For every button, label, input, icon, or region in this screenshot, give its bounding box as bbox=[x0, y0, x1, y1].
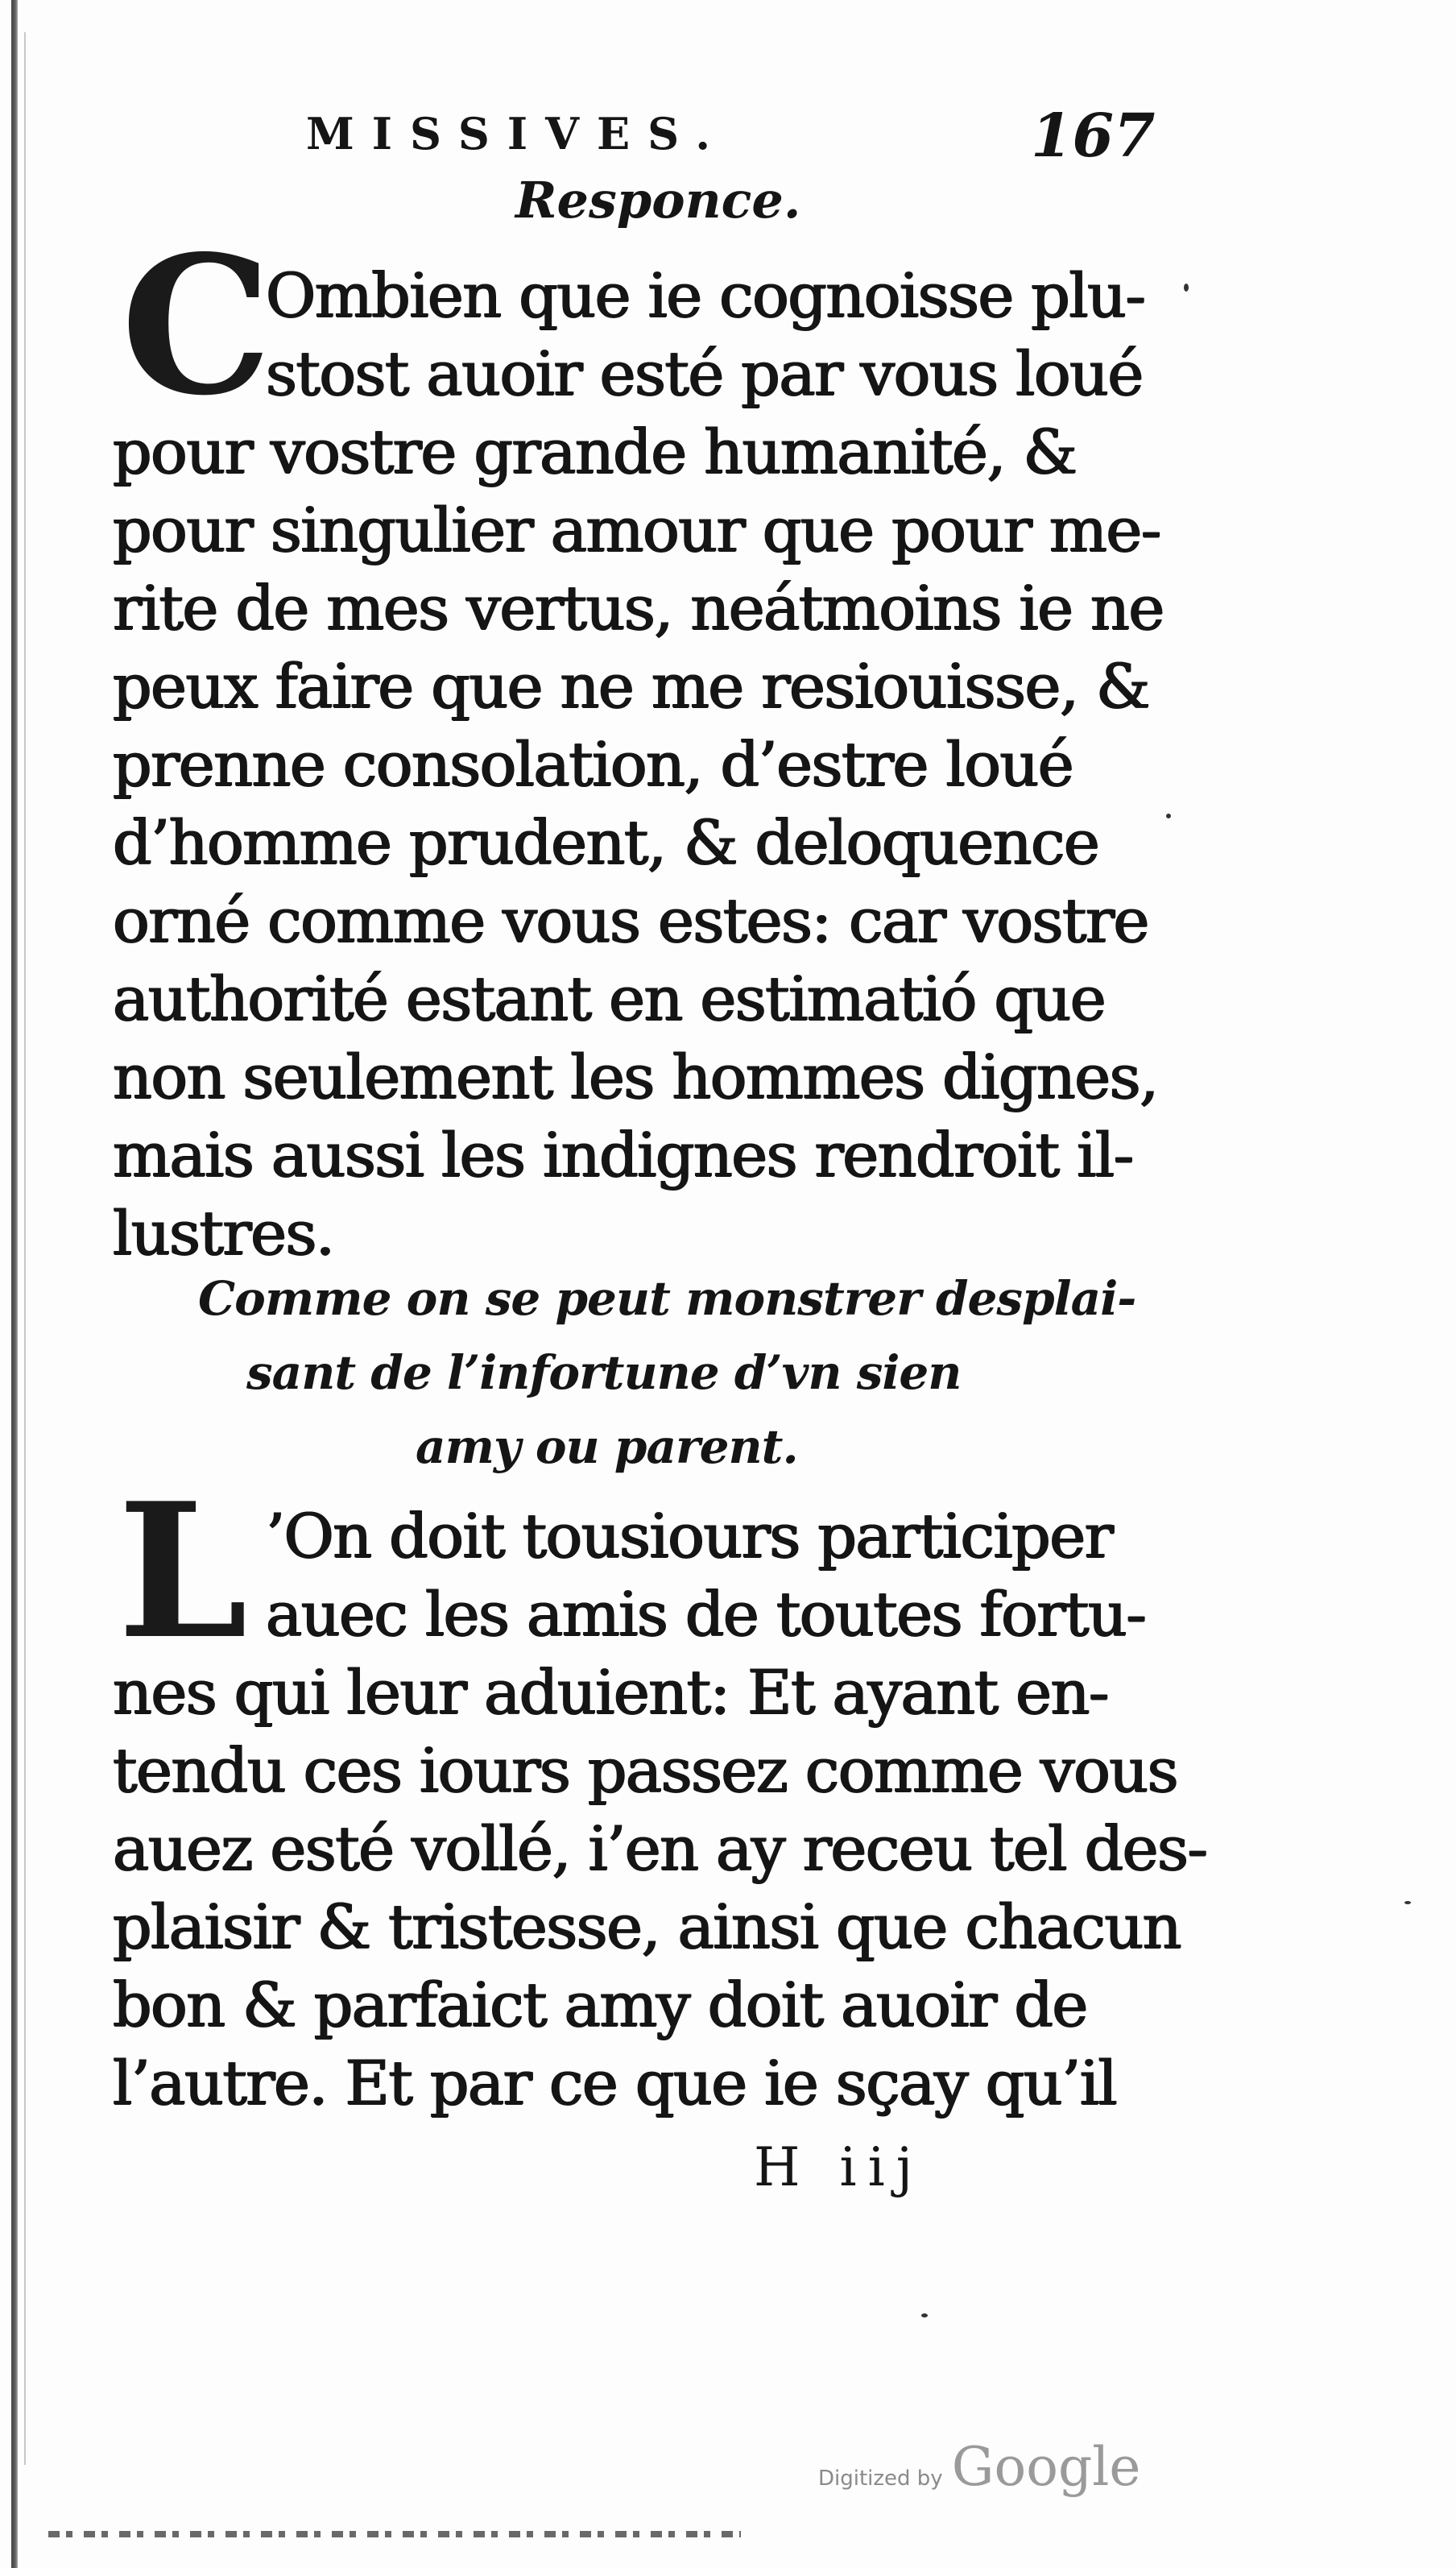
letter-summary bbox=[101, 1261, 1136, 1484]
page-header bbox=[306, 101, 1156, 171]
text-line: lustres. bbox=[113, 1197, 334, 1269]
running-head: MISSIVES. bbox=[306, 108, 729, 159]
summary-line: amy ou parent. bbox=[416, 1419, 798, 1474]
signature-mark: H iij bbox=[754, 2136, 924, 2198]
ink-speck bbox=[1404, 1901, 1411, 1904]
ink-speck bbox=[1184, 284, 1189, 292]
text-line: Ombien que ie cognoisse plu- bbox=[266, 259, 1145, 331]
dropcap-l: L bbox=[118, 1463, 248, 1680]
digitized-watermark bbox=[818, 2436, 1140, 2498]
text-line: ’On doit tousiours participer bbox=[266, 1500, 1113, 1572]
text-line: auez esté vollé, i’en ay receu tel des- bbox=[113, 1812, 1207, 1884]
text-line: plaisir & tristesse, ainsi que chacun bbox=[113, 1891, 1181, 1962]
page-gutter-shadow bbox=[24, 32, 26, 2465]
bottom-page-noise bbox=[48, 2531, 741, 2537]
dropcap-c: C bbox=[121, 213, 272, 437]
text-line: auec les amis de toutes fortu- bbox=[266, 1578, 1146, 1650]
section-title: Responce. bbox=[515, 171, 801, 230]
ink-speck bbox=[921, 2313, 928, 2317]
ink-speck bbox=[1166, 814, 1171, 818]
text-line: pour vostre grande humanité, & bbox=[113, 416, 1077, 487]
summary-line: Comme on se peut monstrer desplai- bbox=[198, 1271, 1136, 1326]
text-line: l’autre. Et par ce que ie sçay qu’il bbox=[113, 2047, 1117, 2119]
text-line: mais aussi les indignes rendroit il- bbox=[113, 1119, 1133, 1191]
text-line: stost auoir esté par vous loué bbox=[266, 338, 1143, 409]
text-line: nes qui leur aduient: Et ayant en- bbox=[113, 1656, 1108, 1728]
google-logo: Google bbox=[951, 2436, 1141, 2498]
text-line: authorité estant en estimatió que bbox=[113, 963, 1106, 1034]
page-gutter-edge bbox=[11, 0, 18, 2568]
text-line: rite de mes vertus, neátmoins ie ne bbox=[113, 572, 1164, 644]
letter-paragraph bbox=[113, 1497, 1207, 2122]
text-line: peux faire que ne me resiouisse, & bbox=[113, 650, 1149, 722]
watermark-prefix: Digitized by bbox=[818, 2467, 943, 2491]
text-line: non seulement les hommes dignes, bbox=[113, 1041, 1158, 1112]
folio-number: 167 bbox=[1031, 101, 1156, 171]
text-line: orné comme vous estes: car vostre bbox=[113, 884, 1148, 956]
text-line: prenne consolation, d’estre loué bbox=[113, 728, 1073, 800]
summary-line: sant de l’infortune d’vn sien bbox=[246, 1345, 962, 1400]
text-line: pour singulier amour que pour me- bbox=[113, 494, 1160, 565]
text-line: tendu ces iours passez comme vous bbox=[113, 1734, 1177, 1806]
text-line: d’homme prudent, & deloquence bbox=[113, 806, 1099, 878]
text-line: bon & parfaict amy doit auoir de bbox=[113, 1969, 1087, 2040]
response-paragraph bbox=[113, 256, 1164, 1272]
